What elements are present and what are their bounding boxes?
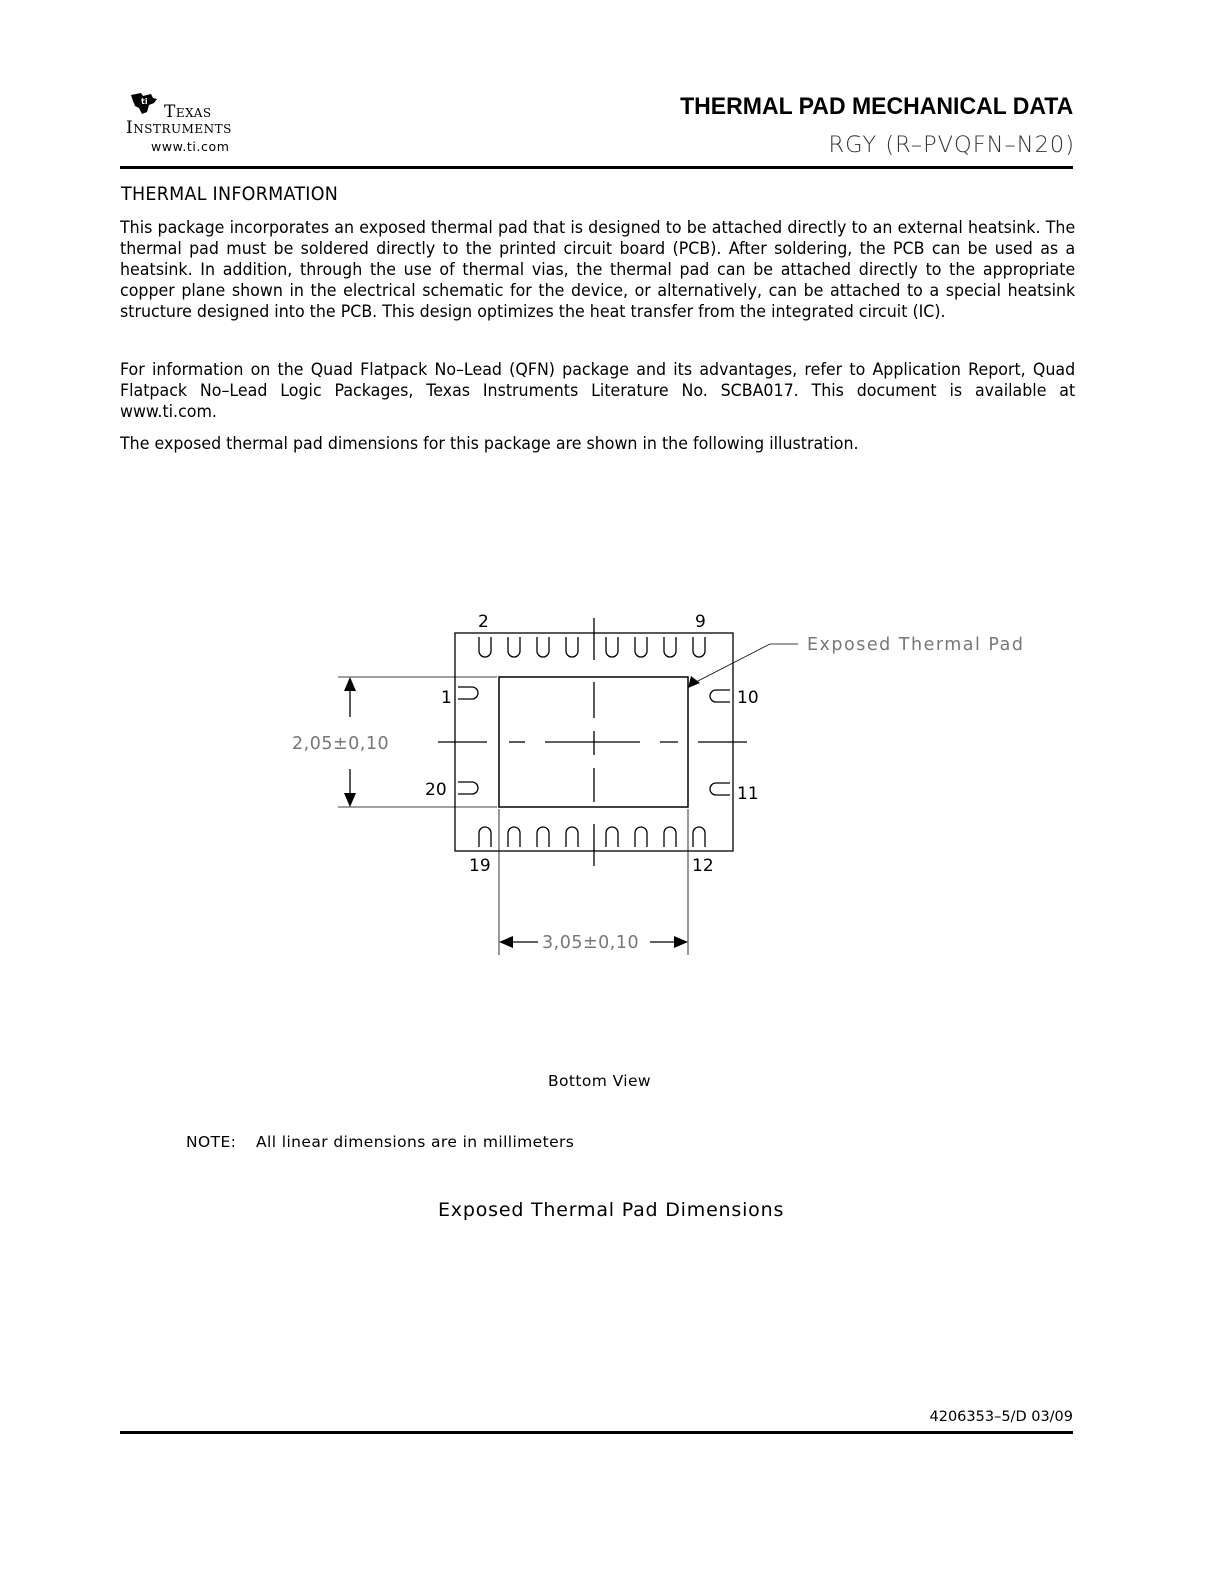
pin-label-20: 20 — [425, 780, 447, 800]
pin-label-12: 12 — [692, 856, 714, 876]
figure-title: Exposed Thermal Pad Dimensions — [438, 1199, 785, 1221]
section-heading: THERMAL INFORMATION — [121, 183, 339, 205]
bottom-pins — [479, 827, 705, 847]
pin-label-10: 10 — [737, 688, 759, 708]
height-dimension-label: 2,05±0,10 — [292, 734, 390, 754]
top-pins — [479, 637, 705, 657]
paragraph-2: For information on the Quad Flatpack No–Lead (QFN) package and its advantages, refer to Application Report, Quad Flatpack No–Lead Logic Packages, Texas Instruments Literature No. SCBA017. This document is available at www.ti.com. — [120, 360, 1076, 421]
package-code: RGY (R–PVQFN–N20) — [828, 132, 1075, 158]
right-pin-10 — [710, 690, 730, 702]
page-title: THERMAL PAD MECHANICAL DATA — [679, 93, 1073, 120]
logo-line1: Texas — [164, 102, 212, 122]
pin-label-1: 1 — [441, 688, 452, 708]
pin-label-19: 19 — [469, 856, 491, 876]
pin-label-11: 11 — [737, 784, 759, 804]
right-pin-11 — [710, 783, 730, 795]
document-number: 4206353–5/D 03/09 — [929, 1409, 1073, 1425]
width-dimension-label: 3,05±0,10 — [542, 933, 640, 953]
footer-rule — [120, 1431, 1073, 1434]
view-label: Bottom View — [548, 1072, 651, 1090]
left-pin-20 — [458, 782, 478, 794]
paragraph-3: The exposed thermal pad dimensions for this package are shown in the following illustration. — [120, 434, 859, 453]
note-text: All linear dimensions are in millimeters — [256, 1133, 575, 1151]
left-pin-1 — [458, 687, 478, 699]
logo-line2: Instruments — [126, 118, 232, 138]
note-label: NOTE: — [186, 1133, 237, 1151]
svg-text:ti: ti — [141, 97, 148, 106]
pin-label-2: 2 — [478, 612, 489, 632]
paragraph-1: This package incorporates an exposed thermal pad that is designed to be attached directly to an external heatsink. The thermal pad must be soldered directly to the printed circuit board (PCB). After soldering, the PCB can be used as a heatsink. In addition, through the use of thermal vias, the thermal pad can be attached directly to the appropriate copper plane shown in the electrical schematic for the device, or alternatively, can be attached to a special heatsink structure designed into the PCB. This design optimizes the heat transfer from the integrated circuit (IC). — [120, 218, 1076, 321]
logo-url[interactable]: www.ti.com — [151, 139, 230, 154]
exposed-pad-callout: Exposed Thermal Pad — [807, 635, 1025, 655]
pin-label-9: 9 — [695, 612, 706, 632]
